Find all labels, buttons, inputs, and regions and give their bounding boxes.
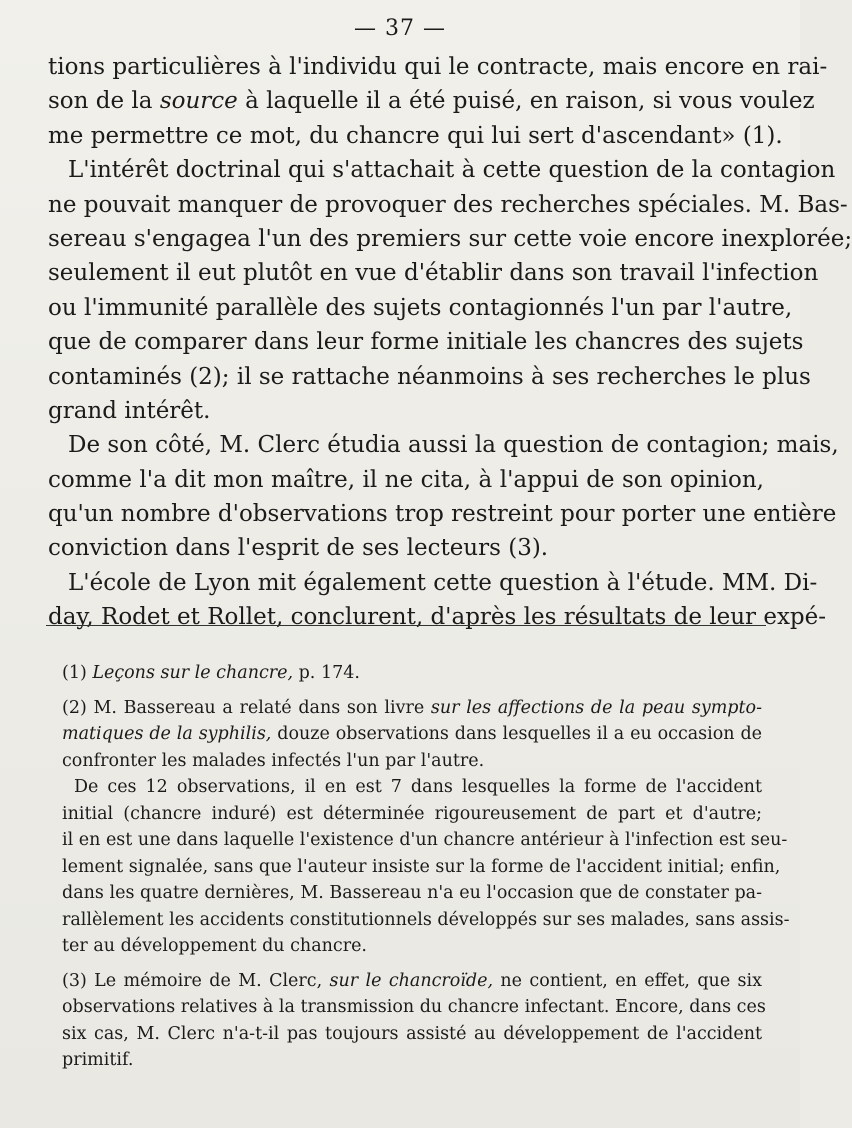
text-line: que de comparer dans leur forme initiale les chancres des sujets bbox=[48, 329, 804, 356]
footnote-3-line: (3) Le mémoire de M. Clerc, sur le chancroïde, ne contient, en effet, que six bbox=[62, 970, 762, 991]
text-line: contaminés (2); il se rattache néanmoins à ses recherches le plus bbox=[48, 363, 811, 390]
footnote-2-line: ter au développement du chancre. bbox=[62, 936, 367, 956]
text-line: ou l'immunité parallèle des sujets contagionnés l'un par l'autre, bbox=[48, 294, 793, 321]
footnote-2-line: il en est une dans laquelle l'existence d'un chancre antérieur à l'infection est seu- bbox=[62, 830, 788, 850]
text-line: L'école de Lyon mit également cette question à l'étude. MM. Di- bbox=[68, 569, 818, 596]
footnote-2-line: matiques de la syphilis, douze observations dans lesquelles il a eu occasion de bbox=[62, 724, 763, 744]
footnote-1: (1) Leçons sur le chancre, p. 174. bbox=[62, 663, 360, 683]
text-line: qu'un nombre d'observations trop restreint pour porter une entière bbox=[48, 501, 837, 528]
text-line: ne pouvait manquer de provoquer des recherches spéciales. M. Bas- bbox=[48, 191, 848, 218]
footnote-2-title: sur les affections de la peau sympto- bbox=[430, 697, 762, 718]
footnote-1-title: Leçons sur le chancre, bbox=[92, 663, 294, 683]
footnote-2-title-cont: matiques de la syphilis, bbox=[62, 724, 272, 744]
footnote-divider bbox=[46, 625, 766, 626]
text-line: me permettre ce mot, du chancre qui lui sert d'ascendant» (1). bbox=[48, 122, 783, 149]
page-number: — 37 — bbox=[354, 16, 446, 41]
footnote-3-line: primitif. bbox=[62, 1050, 134, 1070]
footnotes bbox=[62, 660, 790, 1074]
footnote-2-line: rallèlement les accidents constitutionnels développés sur ses malades, sans assis- bbox=[62, 909, 790, 930]
footnote-3-title: sur le chancroïde, bbox=[329, 970, 494, 991]
footnote-3-line: observations relatives à la transmission du chancre infectant. Encore, dans ces bbox=[62, 997, 766, 1017]
text-line: son de la source à laquelle il a été puisé, en raison, si vous voulez bbox=[48, 88, 815, 115]
footnote-2-line: dans les quatre dernières, M. Bassereau n'a eu l'occasion que de constater pa- bbox=[62, 883, 762, 903]
footnote-2-line: De ces 12 observations, il en est 7 dans lesquelles la forme de l'accident bbox=[74, 777, 762, 797]
footnote-2-line: confronter les malades infectés l'un par l'autre. bbox=[62, 750, 485, 771]
text-line: De son côté, M. Clerc étudia aussi la question de contagion; mais, bbox=[68, 432, 839, 459]
text-line: conviction dans l'esprit de ses lecteurs (3). bbox=[48, 535, 549, 562]
text-line: comme l'a dit mon maître, il ne cita, à l'appui de son opinion, bbox=[48, 466, 764, 493]
text-line: sereau s'engagea l'un des premiers sur cette voie encore inexplorée; bbox=[48, 225, 852, 252]
text-line: tions particulières à l'individu qui le contracte, mais encore en rai- bbox=[48, 54, 828, 80]
main-text bbox=[48, 50, 852, 635]
text-line: L'intérêt doctrinal qui s'attachait à cette question de la contagion bbox=[68, 157, 836, 184]
emphasis-source: source bbox=[159, 88, 238, 115]
text-line: grand intérêt. bbox=[48, 397, 211, 424]
footnote-2-line: (2) M. Bassereau a relaté dans son livre sur les affections de la peau sympto- bbox=[62, 697, 762, 718]
footnote-2-line: lement signalée, sans que l'auteur insiste sur la forme de l'accident initial; enfin, bbox=[62, 856, 781, 877]
text-line: seulement il eut plutôt en vue d'établir dans son travail l'infection bbox=[48, 260, 819, 287]
text-line: day, Rodet et Rollet, conclurent, d'après les résultats de leur expé- bbox=[48, 604, 827, 631]
footnote-3-line: six cas, M. Clerc n'a-t-il pas toujours assisté au développement de l'accident bbox=[62, 1023, 762, 1044]
footnote-2-line: initial (chancre induré) est déterminée rigoureusement de part et d'autre; bbox=[62, 803, 762, 824]
